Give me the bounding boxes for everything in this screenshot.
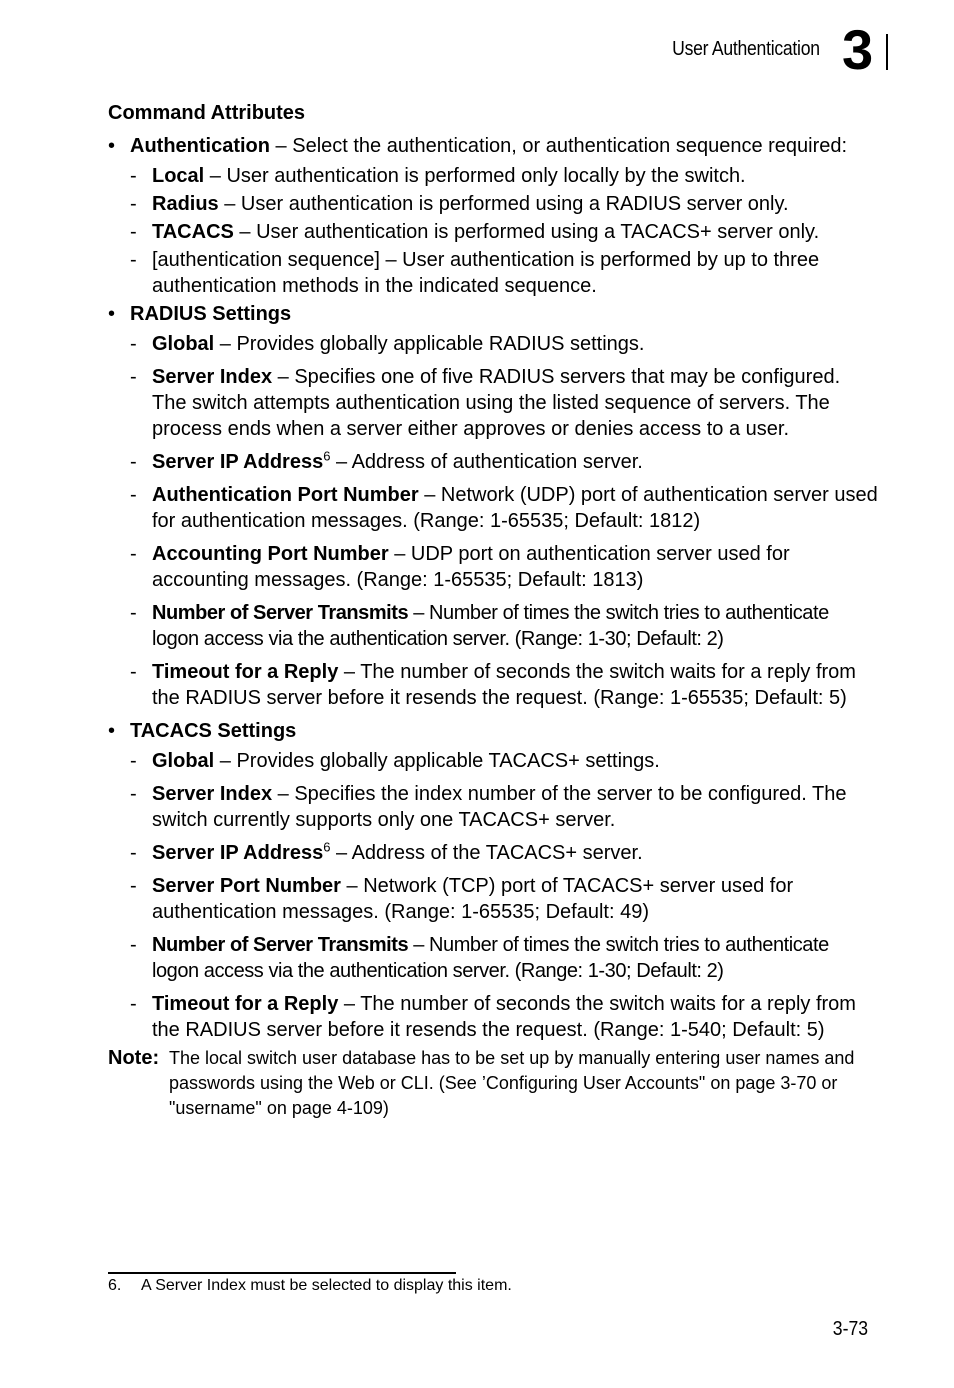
note-text: The local switch user database has to be set up by manually entering user names and passwords using the Web or CLI. (See ’Configuring User Accounts" on page 3-70 or "username" on page 4-109): [169, 1048, 855, 1118]
footnote-ref: 6: [323, 839, 331, 855]
section-heading: Command Attributes: [108, 102, 306, 124]
list-item: - Server Port Number – Network (TCP) port of TACACS+ server used for authentication messages. (Range: 1-65535; Default: 49): [130, 875, 794, 923]
list-item: - Number of Server Transmits – Number of times the switch tries to authenticate logon access via the authentication server. (Range: 1-30; Default: 2): [130, 934, 829, 982]
list-item: - [authentication sequence] – User authentication is performed by up to three authentication methods in the indicated sequence.: [130, 249, 820, 297]
note-block: [108, 1046, 888, 1121]
bullet-term: TACACS Settings: [130, 720, 297, 742]
list-item: - Server IP Address$^6$ – Address of the TACACS+ server.: [130, 839, 643, 864]
list-item: - Server IP Address$^6$ – Address of authentication server.: [130, 448, 643, 473]
list-item: - Local – User authentication is performed only locally by the switch.: [130, 165, 746, 187]
bullet-authentication: [108, 133, 878, 299]
tacacs-settings-list: [130, 748, 878, 1043]
list-item: - Authentication Port Number – Network (UDP) port of authentication server used for authentication messages. (Range: 1-65535; Default: 1812): [130, 484, 878, 532]
list-item: - Timeout for a Reply – The number of seconds the switch waits for a reply from the RADIUS server before it resends the request. (Range: 1-540; Default: 5): [130, 993, 856, 1041]
footnote-text: A Server Index must be selected to display this item.: [141, 1277, 512, 1294]
radius-settings-list: [130, 331, 878, 711]
bullet-text: – Select the authentication, or authentication sequence required:: [270, 135, 848, 157]
list-item: - TACACS – User authentication is performed using a TACACS+ server only.: [130, 221, 820, 243]
chapter-divider: [886, 34, 888, 70]
list-item: - Global – Provides globally applicable RADIUS settings.: [130, 333, 645, 355]
bullet-marker: •: [108, 303, 116, 325]
list-item: - Timeout for a Reply – The number of seconds the switch waits for a reply from the RADIUS server before it resends the request. (Range: 1-65535; Default: 5): [130, 661, 856, 709]
list-item: - Number of Server Transmits – Number of times the switch tries to authenticate logon access via the authentication server. (Range: 1-30; Default: 2): [130, 602, 829, 650]
bullet-tacacs-settings: [108, 718, 878, 1043]
list-item: - Radius – User authentication is performed using a RADIUS server only.: [130, 193, 789, 215]
list-item: - Server Index – Specifies the index number of the server to be configured. The switch currently supports only one TACACS+ server.: [130, 783, 847, 831]
footnote-number: 6.: [108, 1277, 122, 1294]
bullet-term: RADIUS Settings: [130, 303, 292, 325]
list-item: - Accounting Port Number – UDP port on authentication server used for accounting messages. (Range: 1-65535; Default: 1813): [130, 543, 790, 591]
bullet-term: Authentication: [130, 135, 270, 157]
note-label: Note:: [108, 1047, 160, 1069]
bullet-marker: •: [108, 135, 116, 157]
bullet-marker: •: [108, 720, 116, 742]
bullet-radius-settings: [108, 301, 878, 711]
list-item: - Server Index – Specifies one of five RADIUS servers that may be configured. The switch attempts authentication using the listed sequence of servers. The process ends when a server either approves or denies access to a user.: [130, 366, 841, 440]
chapter-number: 3: [842, 18, 874, 81]
running-header-title: User Authentication: [672, 38, 820, 60]
authentication-options: [130, 163, 878, 299]
attribute-list: [108, 133, 878, 1050]
footnote-divider: [108, 1272, 456, 1274]
list-item: - Global – Provides globally applicable TACACS+ settings.: [130, 750, 660, 772]
page-number: 3-73: [832, 1318, 868, 1340]
footnote-ref: 6: [323, 448, 331, 464]
footnote: [108, 1277, 512, 1295]
